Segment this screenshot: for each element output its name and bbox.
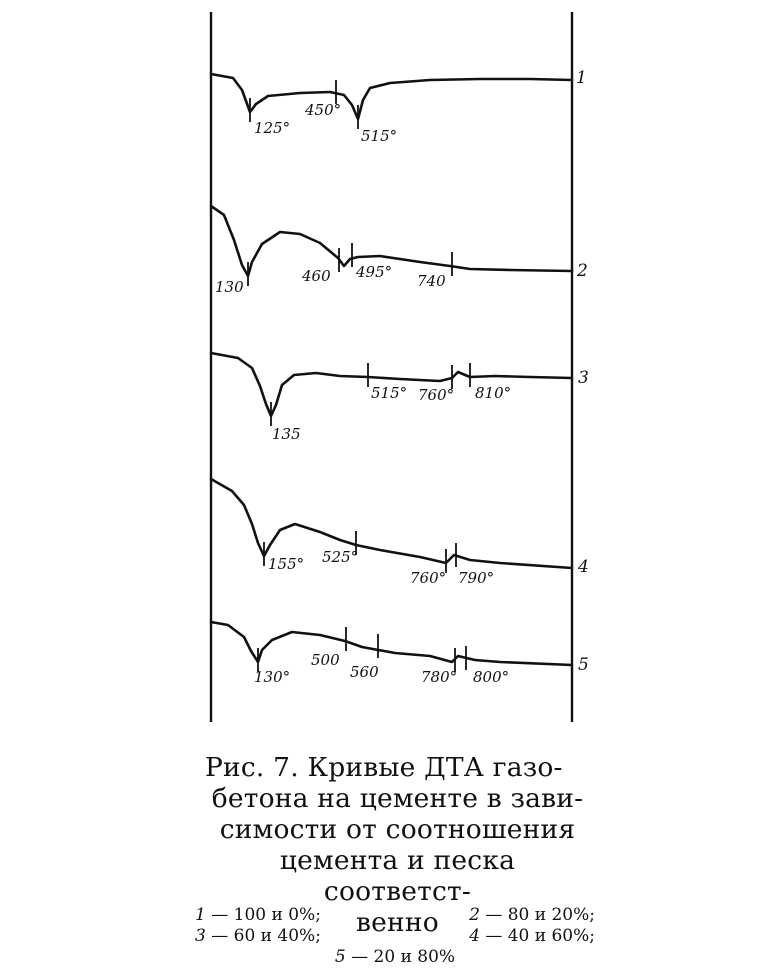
- curve-1: [211, 68, 587, 145]
- caption-line-5: венно: [356, 907, 439, 938]
- peak-label-2-495: 495°: [356, 263, 393, 281]
- curve-1-line: [211, 74, 572, 119]
- peak-label-5-780: 780°: [421, 668, 458, 686]
- peak-label-1-125: 125°: [254, 119, 291, 137]
- legend-num-4: 4: [469, 926, 480, 946]
- caption-line-3: симости от соотношения: [219, 814, 576, 845]
- peak-label-1-515: 515°: [361, 127, 398, 145]
- legend: [195, 905, 595, 968]
- peak-label-5-800: 800°: [473, 668, 510, 686]
- legend-text-4: — 40 и 60%;: [485, 926, 595, 946]
- peak-label-3-515: 515°: [371, 384, 408, 402]
- legend-text-5: — 20 и 80%: [351, 947, 456, 967]
- peak-label-4-760: 760°: [410, 569, 447, 587]
- dta-curves: [211, 68, 589, 686]
- peak-label-4-525: 525°: [322, 548, 359, 566]
- legend-num-3: 3: [195, 926, 206, 946]
- peak-label-5-560: 560: [350, 663, 379, 681]
- legend-item-3: [195, 926, 321, 947]
- legend-item-1: [195, 905, 321, 926]
- curve-number-3: 3: [578, 368, 589, 388]
- legend-text-1: — 100 и 0%;: [211, 905, 321, 925]
- peak-label-2-130: 130: [215, 278, 244, 296]
- peak-label-2-460: 460: [302, 267, 331, 285]
- peak-label-4-155: 155°: [268, 555, 305, 573]
- curve-4-line: [211, 479, 572, 568]
- curve-number-5: 5: [578, 655, 589, 675]
- caption-line-4: цемента и песка соответст-: [279, 845, 516, 907]
- curve-3: [211, 353, 589, 443]
- peak-label-5-130: 130°: [254, 668, 291, 686]
- legend-num-2: 2: [469, 905, 480, 925]
- legend-num-5: 5: [334, 947, 346, 967]
- caption-line-1: Рис. 7. Кривые ДТА газо-: [205, 752, 563, 783]
- legend-row-2: [195, 926, 595, 947]
- curve-2: [211, 206, 588, 296]
- legend-text-3: — 60 и 40%;: [211, 926, 321, 946]
- curve-number-2: 2: [577, 261, 588, 281]
- legend-item-4: [469, 926, 595, 947]
- legend-num-1: 1: [195, 905, 206, 925]
- peak-label-1-450: 450°: [305, 101, 342, 119]
- legend-item-2: [469, 905, 595, 926]
- curve-5: [211, 622, 589, 686]
- caption-line-2: бетона на цементе в зави-: [211, 783, 584, 814]
- curve-5-line: [211, 622, 572, 665]
- legend-item-5: [335, 947, 455, 968]
- peak-label-3-135: 135: [272, 425, 301, 443]
- legend-row-3: [195, 947, 595, 968]
- curve-4: [211, 479, 589, 587]
- curve-number-1: 1: [576, 68, 587, 88]
- peak-label-3-760: 760°: [418, 386, 455, 404]
- legend-row-1: [195, 905, 595, 926]
- peak-label-4-790: 790°: [458, 569, 495, 587]
- peak-label-2-740: 740: [417, 272, 446, 290]
- curve-number-4: 4: [578, 557, 589, 577]
- peak-label-3-810: 810°: [475, 384, 512, 402]
- peak-label-5-500: 500: [311, 651, 340, 669]
- legend-text-2: — 80 и 20%;: [485, 905, 595, 925]
